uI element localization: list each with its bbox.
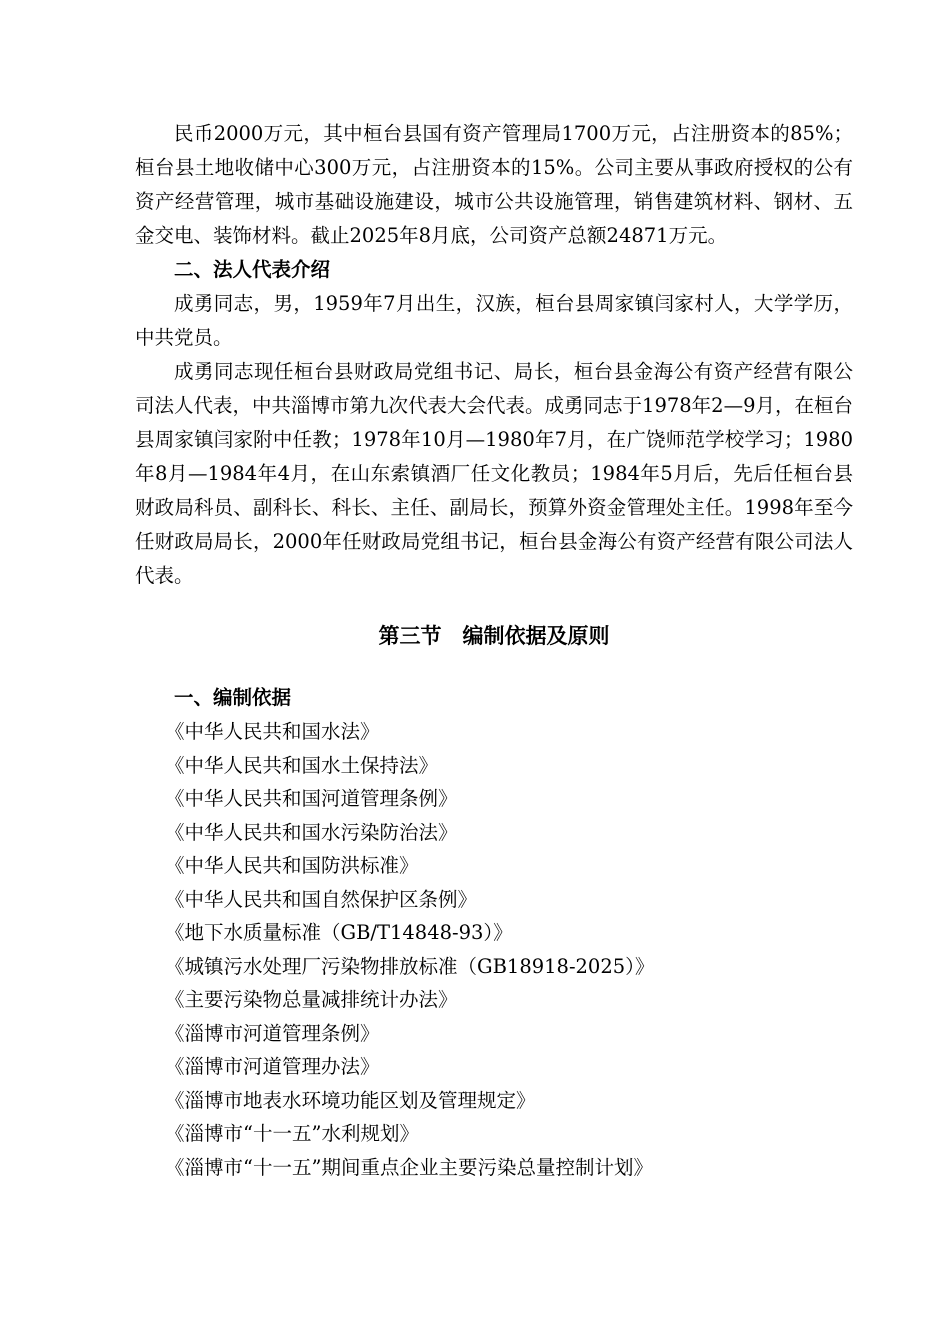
law-item: 《中华人民共和国水法》: [165, 720, 380, 743]
law-item: 《中华人民共和国防洪标准》: [165, 854, 419, 877]
law-item: 《地下水质量标准（GB/T14848-93）》: [165, 921, 513, 944]
law-item: 《中华人民共和国自然保护区条例》: [165, 887, 478, 911]
law-item: 《中华人民共和国水污染防治法》: [165, 820, 458, 844]
legal-rep-career-paragraph: 成勇同志现任桓台县财政局党组书记、局长，桓台县金海公有资产经营有限公司法人代表，中共淄博市第九次代表大会代表。成勇同志于1978年2—9月，在桓台县周家镇闫家附中任教；1978年10月—1980年7月，在广饶师范学校学习；1980年8月—1984年4月，在山东索镇酒厂任文化教员；1984年5月后，先后任桓台县财政局科员、副科长、科长、主任、副局长，预算外资金管理处主任。1998年至今任财政局局长，2000年任财政局党组书记，桓台县金海公有资产经营有限公司法人代表。: [135, 360, 853, 587]
document-body: [135, 117, 853, 1184]
law-item: 《中华人民共和国河道管理条例》: [165, 787, 458, 810]
law-item: 《淄博市“十一五”水利规划》: [165, 1122, 419, 1145]
legal-rep-bio-paragraph: 成勇同志，男，1959年7月出生，汉族，桓台县周家镇闫家村人，大学学历，中共党员。: [135, 292, 853, 349]
company-capital-paragraph: 民币2000万元，其中桓台县国有资产管理局1700万元，占注册资本的85%；桓台县土地收储中心300万元，占注册资本的15%。公司主要从事政府授权的公有资产经营管理，城市基础设施建设，城市公共设施管理，销售建筑材料、钢材、五金交电、装饰材料。截止2025年8月底，公司资产总额24871万元。: [135, 122, 853, 247]
heading-compilation-basis: 一、编制依据: [174, 686, 292, 709]
law-item: 《城镇污水处理厂污染物排放标准（GB18918-2025）》: [165, 954, 655, 978]
law-item: 《淄博市“十一五”期间重点企业主要污染总量控制计划》: [165, 1155, 653, 1179]
law-item: 《中华人民共和国水土保持法》: [165, 753, 439, 777]
laws-list: [135, 715, 853, 1184]
law-item: 《淄博市地表水环境功能区划及管理规定》: [165, 1088, 536, 1112]
heading-legal-representative: 二、法人代表介绍: [174, 258, 331, 281]
law-item: 《淄博市河道管理办法》: [165, 1055, 380, 1078]
section-title: 第三节 编制依据及原则: [378, 624, 610, 648]
law-item: 《主要污染物总量减排统计办法》: [165, 988, 458, 1011]
law-item: 《淄博市河道管理条例》: [165, 1021, 380, 1045]
